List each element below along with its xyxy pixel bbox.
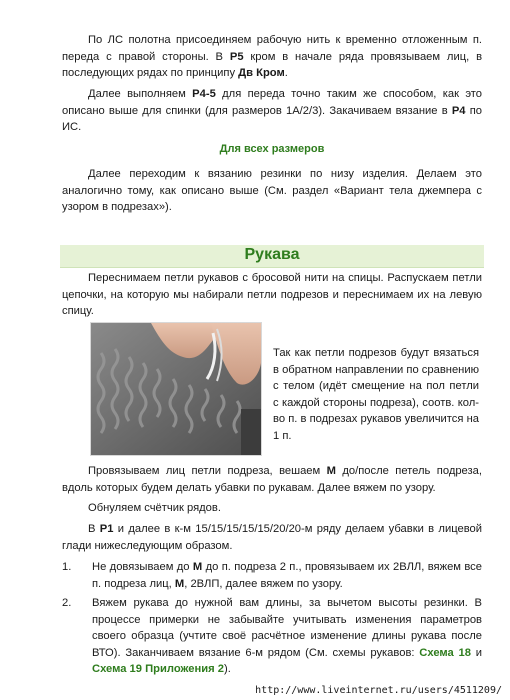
row-ref: Р1: [99, 523, 114, 535]
marker-ref: М: [174, 577, 185, 590]
photo-caption: Так как петли подрезов будут вязаться в обратном направлении по сравнению с телом (идёт смещение на пол петли с каждой стороны подреза), соотв. кол-во п. в подрезах рукавов увеличится на 1 п.: [273, 347, 479, 442]
marker-ref: М: [326, 465, 336, 477]
technique-ref: Дв Кром: [238, 67, 285, 79]
paragraph-ribbing: Далее переходим к вязанию резинки по низу изделия. Делаем это аналогично тому, как описано выше (См. раздел «Вариант тела джемпера с узором в подрезах»).: [62, 168, 482, 213]
paragraph-reset-counter: Обнуляем счётчик рядов.: [88, 502, 221, 514]
source-watermark[interactable]: http://www.liveinternet.ru/users/4511209/: [255, 685, 502, 696]
chart-link[interactable]: Схема 18: [419, 646, 471, 659]
list-item: Не довязываем до М до п. подреза 2 п., провязываем их 2ВЛЛ, вяжем все п. подреза лиц, М, 2ВЛП, далее вяжем по узору.: [92, 561, 483, 590]
row-ref: Р4: [451, 104, 466, 117]
paragraph-front-rows: Далее выполняем Р4-5 для переда точно таким же способом, как это описано выше для спинки (для размеров 1А/2/3). Закачиваем вязание в Р4 по ИС.: [62, 88, 483, 133]
section-header-sleeves: [60, 245, 484, 268]
paragraph-pick-up-stitches: Переснимаем петли рукавов с бросовой нити на спицы. Распускаем петли цепочки, на которую мы набирали петли подрезов и переснимаем их на левую спицу.: [62, 272, 482, 317]
row-ref: Р4-5: [192, 88, 216, 100]
paragraph-front-join: По ЛС полотна присоединяем рабочую нить к временно отложенным п. переда с правой стороны. В Р5 кром в начале ряда провязываем лиц, в последующих рядах по принципу Дв Кром.: [62, 34, 483, 79]
list-number: 2.: [62, 597, 72, 609]
section-title: Рукава: [244, 246, 300, 263]
knitting-photo: [90, 322, 262, 456]
subheading-all-sizes: Для всех размеров: [219, 143, 325, 155]
knitting-photo-illustration: [91, 323, 261, 455]
marker-ref: М: [192, 561, 203, 573]
list-item: Вяжем рукава до нужной вам длины, за вычетом высоты резинки. В процессе примерки не забывайте учитывать изменения параметров своего образца (учтите своё расчётное изменение длины рукава после ВТО). Заканчиваем вязание 6-м рядом (См. схемы рукавов: Схема 18 и Схема 19 Приложения 2).: [92, 597, 483, 675]
paragraph-markers: Провязываем лиц петли подреза, вешаем М до/после петель подреза, вдоль которых будем делать убавки по рукавам. Далее вяжем по узору.: [62, 465, 482, 494]
chart-link[interactable]: Схема 19 Приложения 2: [92, 663, 225, 675]
row-ref: Р5: [229, 50, 244, 63]
paragraph-decreases: В Р1 и далее в к-м 15/15/15/15/15/20/20-м ряду делаем убавки в лицевой глади нижеследующим образом.: [62, 523, 482, 552]
list-number: 1.: [62, 561, 72, 573]
